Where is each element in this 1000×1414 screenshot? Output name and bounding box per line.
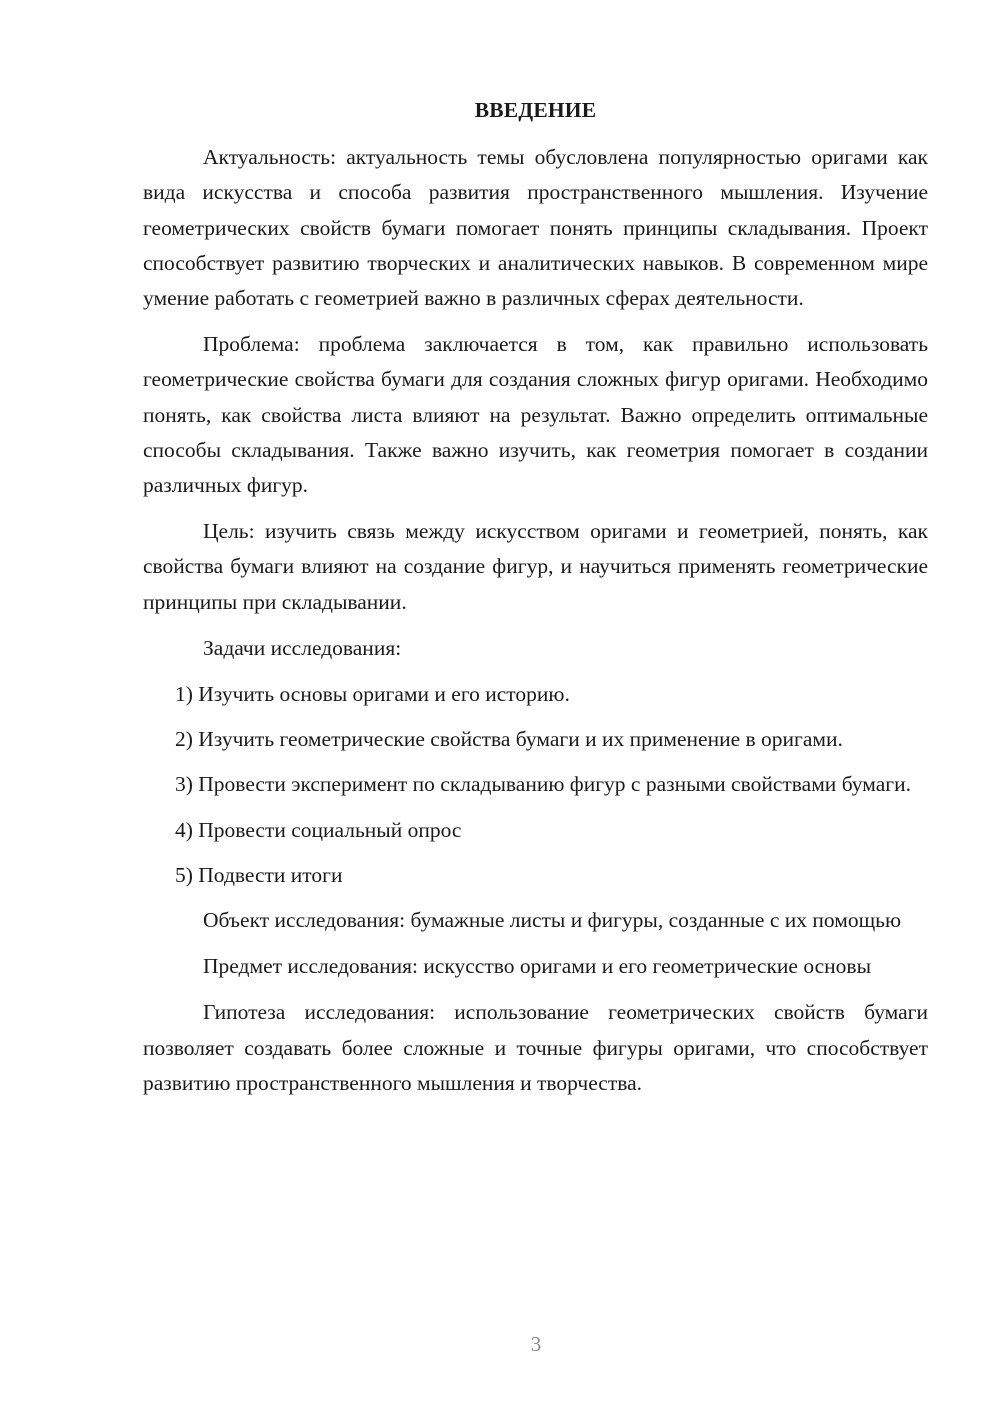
goal-paragraph: Цель: изучить связь между искусством оригами и геометрией, понять, как свойства бумаги влияют на создание фигур, и научиться применять геометрические принципы при складывании. — [143, 519, 928, 614]
section-title: ВВЕДЕНИЕ — [474, 98, 597, 122]
relevance-paragraph: Актуальность: актуальность темы обусловлена популярностью оригами как вида искусства и способа развития пространственного мышления. Изучение геометрических свойств бумаги помогает понять принципы складывания. Проект способствует развитию творческих и аналитических навыков. В современном мире умение работать с геометрией важно в различных сферах деятельности. — [143, 145, 928, 311]
tasks-heading: Задачи исследования: — [203, 635, 402, 660]
task-item-2: 2) Изучить геометрические свойства бумаги и их применение в оригами. — [175, 727, 843, 752]
problem-paragraph: Проблема: проблема заключается в том, как правильно использовать геометрические свойства бумаги для создания сложных фигур оригами. Необходимо понять, как свойства листа влияют на результат. Важно определить оптимальные способы складывания. Также важно изучить, как геометрия помогает в создании различных фигур. — [143, 332, 928, 498]
research-subject-paragraph: Предмет исследования: искусство оригами и его геометрические основы — [203, 954, 872, 979]
research-object-paragraph: Объект исследования: бумажные листы и фигуры, созданные с их помощью — [203, 908, 902, 933]
page-number: 3 — [530, 1332, 542, 1356]
task-item-3: 3) Провести эксперимент по складыванию фигур с разными свойствами бумаги. — [175, 772, 911, 797]
page-content — [143, 93, 928, 1112]
hypothesis-paragraph: Гипотеза исследования: использование геометрических свойств бумаги позволяет создавать более сложные и точные фигуры оригами, что способствует развитию пространственного мышления и творчества. — [143, 1000, 928, 1095]
task-item-1: 1) Изучить основы оригами и его историю. — [175, 682, 570, 707]
task-item-4: 4) Провести социальный опрос — [175, 817, 462, 842]
task-item-5: 5) Подвести итоги — [175, 862, 343, 887]
